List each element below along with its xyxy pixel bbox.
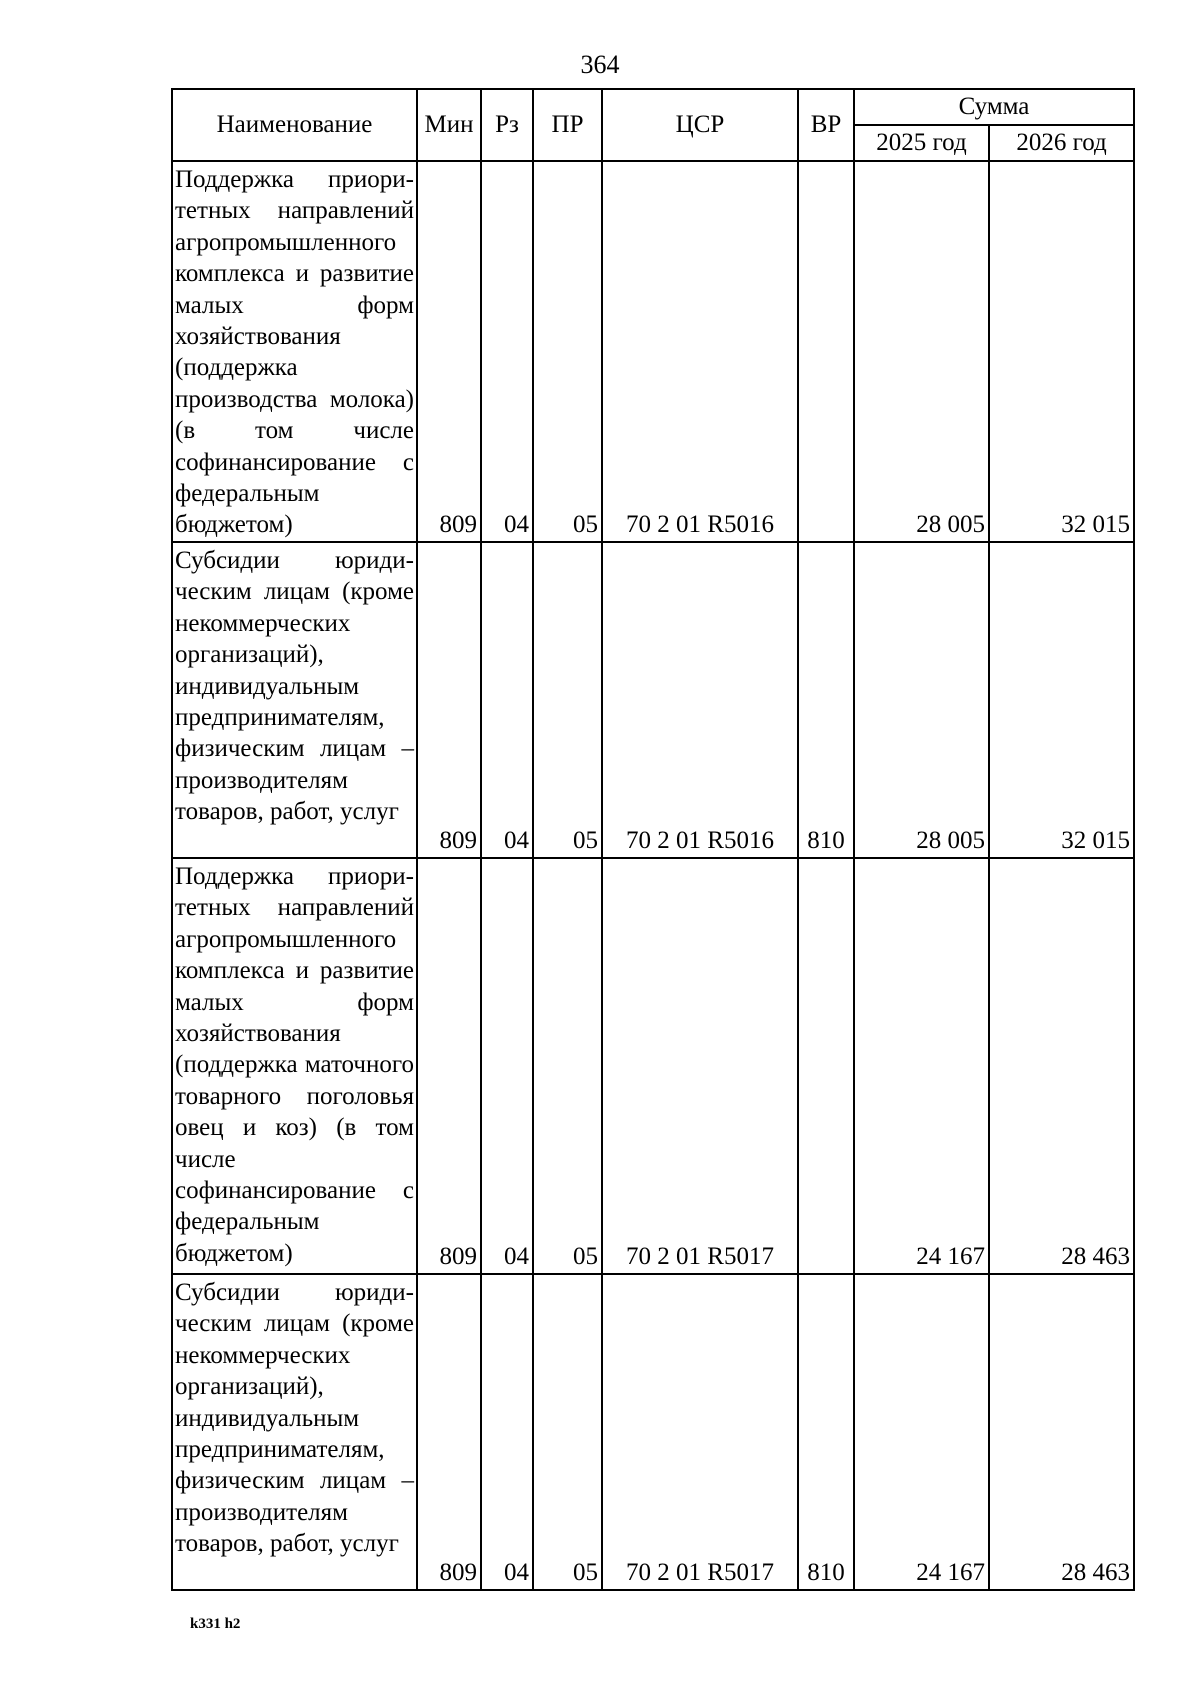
row-sum-2025: 24 167 — [854, 858, 989, 1274]
row-sum-2026: 32 015 — [989, 161, 1134, 542]
row-min: 809 — [417, 542, 481, 858]
row-vr — [798, 858, 854, 1274]
row-name: Поддержка приоритетных направлений агропромышленного комплекса и развитие малых форм хозяйствования (поддержка маточного товарного поголовья овец и коз) (в том числе софинансирование с федеральным бюджетом) — [172, 858, 417, 1274]
table-row — [172, 858, 1134, 1274]
row-sum-2025: 24 167 — [854, 1274, 989, 1590]
row-rz: 04 — [481, 1274, 533, 1590]
row-sum-2026: 28 463 — [989, 858, 1134, 1274]
row-csr: 70 2 01 R5017 — [602, 1274, 798, 1590]
budget-table — [171, 88, 1135, 1591]
row-min: 809 — [417, 1274, 481, 1590]
row-pr: 05 — [533, 161, 602, 542]
row-name: Субсидии юридическим лицам (кроме некоммерческих организаций), индивидуальным предпринимателям, физическим лицам – производителям товаров, работ, услуг — [172, 542, 417, 858]
header-rz: Рз — [481, 89, 533, 161]
row-min: 809 — [417, 858, 481, 1274]
header-name: Наименование — [172, 89, 417, 161]
row-name: Субсидии юридическим лицам (кроме некоммерческих организаций), индивидуальным предпринимателям, физическим лицам – производителям товаров, работ, услуг — [172, 1274, 417, 1590]
row-min: 809 — [417, 161, 481, 542]
row-csr: 70 2 01 R5016 — [602, 542, 798, 858]
header-csr: ЦСР — [602, 89, 798, 161]
row-rz: 04 — [481, 858, 533, 1274]
table-row — [172, 1274, 1134, 1590]
row-sum-2025: 28 005 — [854, 161, 989, 542]
page-number: 364 — [580, 50, 620, 79]
row-csr: 70 2 01 R5016 — [602, 161, 798, 542]
header-vr: ВР — [798, 89, 854, 161]
row-sum-2025: 28 005 — [854, 542, 989, 858]
header-row-top — [172, 89, 1134, 125]
header-summa: Сумма — [854, 89, 1134, 125]
row-rz: 04 — [481, 542, 533, 858]
header-year-2026: 2026 год — [989, 125, 1134, 161]
table-row — [172, 542, 1134, 858]
row-pr: 05 — [533, 1274, 602, 1590]
header-min: Мин — [417, 89, 481, 161]
row-sum-2026: 28 463 — [989, 1274, 1134, 1590]
header-year-2025: 2025 год — [854, 125, 989, 161]
row-vr: 810 — [798, 1274, 854, 1590]
row-vr — [798, 161, 854, 542]
table-row — [172, 161, 1134, 542]
row-sum-2026: 32 015 — [989, 542, 1134, 858]
row-name: Поддержка приоритетных направлений агропромышленного комплекса и развитие малых форм хозяйствования (поддержка производства молока) (в том числе софинансирование с федеральным бюджетом) — [172, 161, 417, 542]
footer-code: k331 h2 — [190, 1616, 241, 1632]
row-rz: 04 — [481, 161, 533, 542]
row-pr: 05 — [533, 542, 602, 858]
row-csr: 70 2 01 R5017 — [602, 858, 798, 1274]
row-pr: 05 — [533, 858, 602, 1274]
header-pr: ПР — [533, 89, 602, 161]
row-vr: 810 — [798, 542, 854, 858]
